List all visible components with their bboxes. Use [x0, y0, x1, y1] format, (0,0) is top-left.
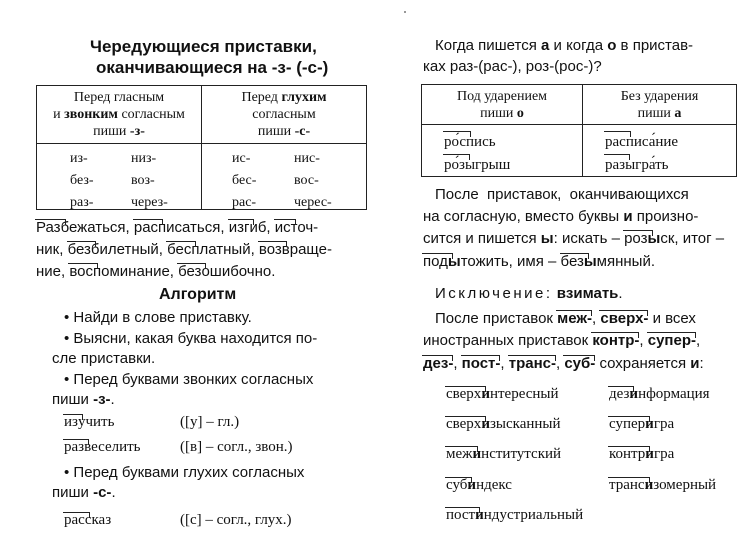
- exception-word: взимать: [556, 285, 619, 302]
- exception-line: Исключение: взимать.: [435, 285, 623, 302]
- example-rasskaz: рассказ: [64, 512, 112, 528]
- para-line-1: После приставок, оканчивающихся: [435, 186, 689, 203]
- example-izuchit: изучить: [64, 414, 115, 430]
- prefix-table: [36, 85, 367, 210]
- rule-line-3: дез-, пост-, транс-, суб- сохраняется и:: [423, 355, 704, 372]
- examples-line-3: ние, воспоминание, безошибочно.: [36, 263, 276, 280]
- stress-table: [421, 84, 737, 177]
- stress-table-unstressed-cell: расписа́ние разыгра́ть: [583, 125, 737, 177]
- left-title-line-2: оканчивающиеся на -з- (-с-): [96, 58, 329, 77]
- examples-line-2: ник, безбилетный, бесплатный, возвраще-: [36, 241, 332, 258]
- algorithm-step-2: • Выясни, какая буква находится по-: [64, 330, 318, 347]
- example-izuchit-note: ([у] – гл.): [180, 414, 240, 430]
- word-mezhinstitutsky: межинститутский: [446, 446, 562, 462]
- stress-table-head-stressed: Под ударением пиши о: [422, 85, 583, 125]
- word-transizomerny: трансизомерный: [609, 477, 717, 493]
- page-speck: [404, 11, 406, 13]
- algorithm-step-4-cont: пиши -с-.: [52, 484, 116, 501]
- para-line-2: на согласную, вместо буквы и произно-: [423, 208, 699, 225]
- example-rasskaz-note: ([с] – согл., глух.): [180, 512, 292, 528]
- para-line-3: сится и пишется ы: искать – розыск, итог –: [423, 230, 725, 247]
- rule-line-2: иностранных приставок контр-, супер-,: [423, 332, 701, 349]
- examples-line-1: Разбежаться, расписаться, изгиб, источ-: [36, 219, 319, 236]
- para-line-4: подытожить, имя – безымянный.: [423, 253, 655, 270]
- prefix-table-head-voiced: Перед гласным и звонким согласным пиши -з-: [37, 86, 202, 144]
- word-subindeks: субиндекс: [446, 477, 512, 493]
- stress-table-head-unstressed: Без ударения пиши а: [583, 85, 737, 125]
- algorithm-step-1: • Найди в слове приставку.: [64, 309, 252, 326]
- algorithm-step-3: • Перед буквами звонких согласных: [64, 371, 314, 388]
- stress-table-stressed-cell: ро́спись ро́зыгрыш: [422, 125, 583, 177]
- word-kontrigra: контригра: [609, 446, 675, 462]
- right-intro-line-1: Когда пишется а и когда о в пристав-: [435, 37, 694, 54]
- word-dezinformatsiya: дезинформация: [609, 386, 710, 402]
- prefix-table-head-voiceless: Перед глухим согласным пиши -с-: [202, 86, 367, 144]
- prefix-table-voiceless-cell: ис- бес- рас- нис- вос- черес-: [202, 144, 367, 210]
- right-intro-line-2: ках раз-(рас-), роз-(рос-)?: [423, 58, 602, 75]
- algorithm-step-3-cont: пиши -з-.: [52, 391, 115, 408]
- left-title-line-1: Чередующиеся приставки,: [90, 37, 317, 56]
- algorithm-step-2-cont: сле приставки.: [52, 350, 156, 367]
- prefix-table-voiced-cell: из- без- раз- низ- воз- через-: [37, 144, 202, 210]
- word-sverkhinteresny: сверхинтересный: [446, 386, 559, 402]
- example-razveselit-note: ([в] – согл., звон.): [180, 439, 293, 455]
- example-razveselit: развеселить: [64, 439, 141, 455]
- word-superigra: суперигра: [609, 416, 675, 432]
- algorithm-step-4: • Перед буквами глухих согласных: [64, 464, 305, 481]
- algorithm-title: Алгоритм: [159, 286, 237, 303]
- exception-label: Исключение:: [435, 285, 553, 302]
- word-postindustrialny: постиндустриальный: [446, 507, 584, 523]
- rule-line-1: После приставок меж-, сверх- и всех: [435, 310, 696, 327]
- word-sverkhizyskanny: сверхизысканный: [446, 416, 561, 432]
